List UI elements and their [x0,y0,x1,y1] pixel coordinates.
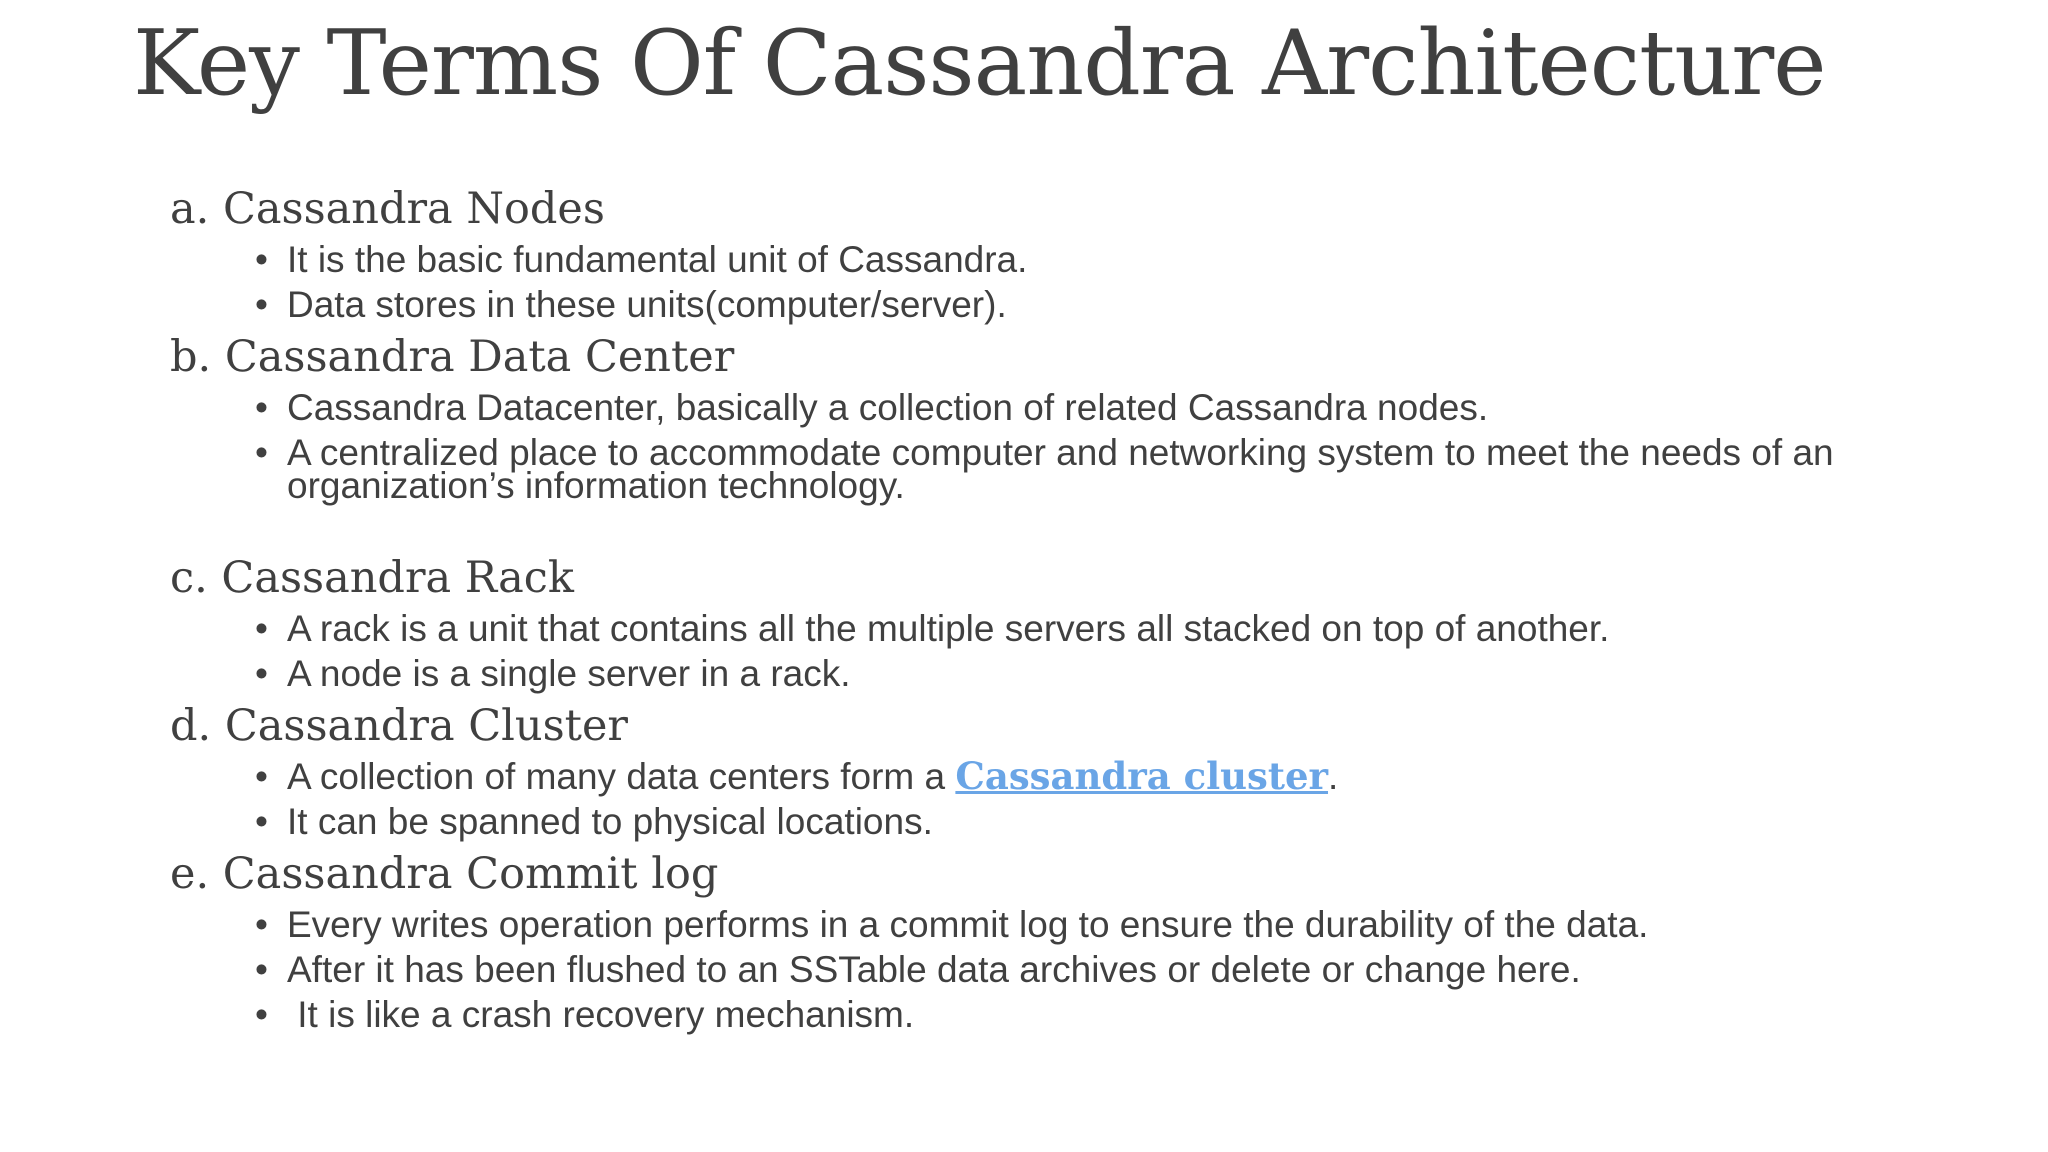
bullet-text: A collection of many data centers form a [287,756,956,797]
bullet-item: • After it has been flushed to an SSTable data archives or delete or change here. [287,948,1910,993]
slide-content [170,180,1910,1038]
bullet-list [170,755,1910,845]
bullet-item: • It is like a crash recovery mechanism. [287,993,1910,1038]
bullet-list [170,903,1910,1038]
section-cassandra-nodes [170,180,1910,328]
cassandra-cluster-link[interactable]: Cassandra cluster [955,754,1329,798]
bullet-item: • Every writes operation performs in a commit log to ensure the durability of the data. [287,903,1910,948]
slide-title: Key Terms Of Cassandra Architecture [133,11,1826,116]
bullet-item: • Data stores in these units(computer/server). [287,283,1910,328]
bullet-item: • It can be spanned to physical locations. [287,800,1910,845]
bullet-list [170,607,1910,697]
section-heading: e. Cassandra Commit log [170,849,719,899]
section-cassandra-commit-log [170,845,1910,1038]
section-heading: a. Cassandra Nodes [170,184,605,234]
bullet-item [287,755,1910,800]
section-cassandra-rack [170,549,1910,697]
bullet-list [170,238,1910,328]
section-heading: b. Cassandra Data Center [170,332,735,382]
bullet-list [170,386,1910,509]
section-heading: c. Cassandra Rack [170,553,574,603]
section-cassandra-cluster [170,697,1910,845]
bullet-text: . [1328,756,1339,797]
bullet-item: • It is the basic fundamental unit of Cassandra. [287,238,1910,283]
spacer [170,509,1910,549]
bullet-item: • Cassandra Datacenter, basically a collection of related Cassandra nodes. [287,386,1910,431]
section-heading: d. Cassandra Cluster [170,701,628,751]
bullet-item: • A centralized place to accommodate computer and networking system to meet the needs of an organization’s information technology. [287,431,1910,509]
bullet-item: • A node is a single server in a rack. [287,652,1910,697]
section-cassandra-data-center [170,328,1910,509]
bullet-item: • A rack is a unit that contains all the multiple servers all stacked on top of another. [287,607,1910,652]
